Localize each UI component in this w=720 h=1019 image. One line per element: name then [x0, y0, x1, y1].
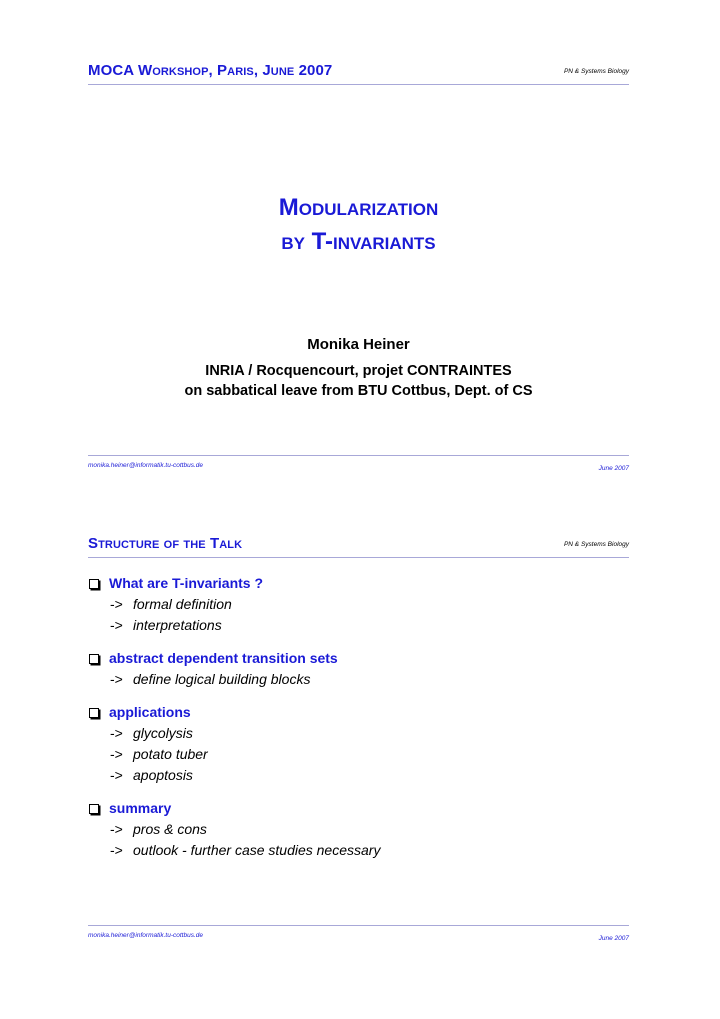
outline-subitem: [88, 671, 629, 692]
checkbox-bullet-icon: [89, 579, 99, 589]
checkbox-bullet-icon: [89, 804, 99, 814]
outline-subitem: [88, 767, 629, 788]
title-line-2: by T-invariants: [281, 228, 436, 255]
footer-email: monika.heiner@informatik.tu-cottbus.de: [88, 462, 203, 469]
affiliation-line-1: INRIA / Rocquencourt, projet CONTRAINTES: [205, 363, 512, 379]
outline-subitem: [88, 821, 629, 842]
outline-subitem: [88, 596, 629, 617]
arrow-marker: ->: [110, 671, 123, 687]
slide-footer: [88, 455, 629, 472]
affiliation-line-2: on sabbatical leave from BTU Cottbus, Dept. of CS: [184, 383, 533, 399]
subitem-text: pros & cons: [133, 821, 207, 837]
checkbox-bullet-icon: [89, 708, 99, 718]
affiliation: [88, 361, 629, 401]
outline-subitem: [88, 842, 629, 863]
subitem-text: interpretations: [133, 617, 222, 633]
outline-subitem: [88, 725, 629, 746]
outline-subitem: [88, 746, 629, 767]
workshop-title: MOCA Workshop, Paris, June 2007: [88, 62, 333, 79]
subitem-text: formal definition: [133, 596, 232, 612]
arrow-marker: ->: [110, 842, 123, 858]
arrow-marker: ->: [110, 767, 123, 783]
outline-section: [88, 800, 629, 863]
outline-section: [88, 575, 629, 638]
slide-header: [88, 531, 629, 558]
talk-outline: [88, 575, 629, 875]
subitem-text: outlook - further case studies necessary: [133, 842, 381, 858]
section-heading: [88, 575, 629, 596]
footer-email: monika.heiner@informatik.tu-cottbus.de: [88, 932, 203, 939]
slide-header: [88, 58, 629, 85]
section-heading: [88, 650, 629, 671]
title-slide: [88, 58, 629, 478]
outline-section: [88, 704, 629, 788]
section-topic: summary: [109, 800, 172, 816]
presentation-title: [88, 191, 629, 259]
footer-date: June 2007: [598, 935, 629, 942]
outline-section: [88, 650, 629, 692]
header-topic: PN & Systems Biology: [563, 541, 629, 548]
subitem-text: potato tuber: [133, 746, 208, 762]
section-heading: [88, 800, 629, 821]
subitem-text: define logical building blocks: [133, 671, 311, 687]
subitem-text: apoptosis: [133, 767, 193, 783]
arrow-marker: ->: [110, 617, 123, 633]
slide-footer: [88, 925, 629, 942]
section-topic: applications: [109, 704, 191, 720]
author-name: Monika Heiner: [307, 336, 410, 353]
arrow-marker: ->: [110, 725, 123, 741]
section-topic: abstract dependent transition sets: [109, 650, 338, 666]
section-topic: What are T-invariants ?: [109, 575, 264, 591]
arrow-marker: ->: [110, 596, 123, 612]
slide-title: Structure of the Talk: [88, 535, 243, 552]
subitem-text: glycolysis: [133, 725, 193, 741]
outline-subitem: [88, 617, 629, 638]
footer-date: June 2007: [598, 465, 629, 472]
title-line-1: Modularization: [278, 194, 439, 221]
section-heading: [88, 704, 629, 725]
structure-slide: [88, 531, 629, 951]
header-topic: PN & Systems Biology: [563, 68, 629, 75]
checkbox-bullet-icon: [89, 654, 99, 664]
arrow-marker: ->: [110, 746, 123, 762]
arrow-marker: ->: [110, 821, 123, 837]
